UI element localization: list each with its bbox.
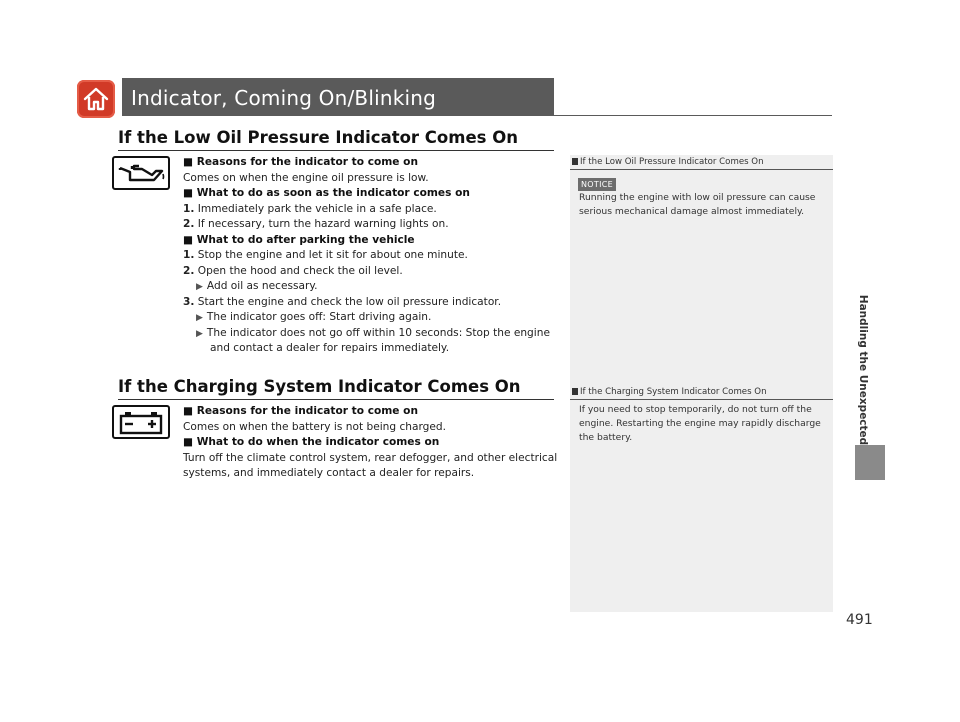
battery-icon xyxy=(112,405,170,439)
asap-step-1: 1. Immediately park the vehicle in a safe place. xyxy=(183,203,437,215)
after-step-3: 3. Start the engine and check the low oil pressure indicator. xyxy=(183,296,502,308)
oil-can-icon xyxy=(112,156,170,190)
house-glyph xyxy=(82,85,110,113)
after-step-2: 2. Open the hood and check the oil level. xyxy=(183,265,403,277)
home-icon[interactable] xyxy=(77,80,115,118)
after-step-1: 1. Stop the engine and let it sit for about one minute. xyxy=(183,249,468,261)
note-text-oil-1: Running the engine with low oil pressure can cause xyxy=(579,192,816,203)
section-title-oil: If the Low Oil Pressure Indicator Comes On xyxy=(118,128,518,147)
note-divider xyxy=(570,399,833,400)
arrow-icon: ▶ xyxy=(196,313,203,323)
section-divider xyxy=(118,399,554,400)
notice-badge: NOTICE xyxy=(578,178,616,191)
reference-icon xyxy=(572,158,578,165)
header-divider xyxy=(122,115,832,116)
reasons-text-oil: Comes on when the engine oil pressure is low. xyxy=(183,172,429,184)
note-heading-oil: If the Low Oil Pressure Indicator Comes On xyxy=(572,157,764,167)
note-text-oil-2: serious mechanical damage almost immediately. xyxy=(579,206,805,217)
chapter-label: Handling the Unexpected xyxy=(857,294,869,446)
todo-heading-charging: ■ What to do when the indicator comes on xyxy=(183,436,440,448)
todo-text-charging-2: systems, and immediately contact a dealer for repairs. xyxy=(183,467,475,479)
after-step-3-sub2: ▶ The indicator does not go off within 10 seconds: Stop the engine xyxy=(196,327,550,339)
arrow-icon: ▶ xyxy=(196,282,203,292)
chapter-tab[interactable] xyxy=(855,445,885,480)
page-title: Indicator, Coming On/Blinking xyxy=(131,86,437,110)
reference-icon xyxy=(572,388,578,395)
reasons-heading-oil: ■ Reasons for the indicator to come on xyxy=(183,156,418,168)
note-text-charging-2: engine. Restarting the engine may rapidly discharge xyxy=(579,418,821,429)
todo-text-charging-1: Turn off the climate control system, rear defogger, and other electrical xyxy=(183,452,558,464)
reasons-text-charging: Comes on when the battery is not being charged. xyxy=(183,421,447,433)
after-step-3-sub1: ▶ The indicator goes off: Start driving again. xyxy=(196,311,432,323)
note-heading-charging: If the Charging System Indicator Comes On xyxy=(572,387,767,397)
after-heading-oil: ■ What to do after parking the vehicle xyxy=(183,234,415,246)
note-divider xyxy=(570,169,833,170)
asap-step-2: 2. If necessary, turn the hazard warning lights on. xyxy=(183,218,449,230)
section-divider xyxy=(118,150,554,151)
notes-panel xyxy=(570,155,833,612)
section-title-charging: If the Charging System Indicator Comes On xyxy=(118,377,521,396)
page-number: 491 xyxy=(846,612,873,628)
note-text-charging-1: If you need to stop temporarily, do not turn off the xyxy=(579,404,812,415)
reasons-heading-charging: ■ Reasons for the indicator to come on xyxy=(183,405,418,417)
arrow-icon: ▶ xyxy=(196,329,203,339)
after-step-2-sub: ▶ Add oil as necessary. xyxy=(196,280,318,292)
note-text-charging-3: the battery. xyxy=(579,432,633,443)
after-step-3-sub2-cont: and contact a dealer for repairs immediately. xyxy=(210,342,450,354)
asap-heading-oil: ■ What to do as soon as the indicator comes on xyxy=(183,187,470,199)
